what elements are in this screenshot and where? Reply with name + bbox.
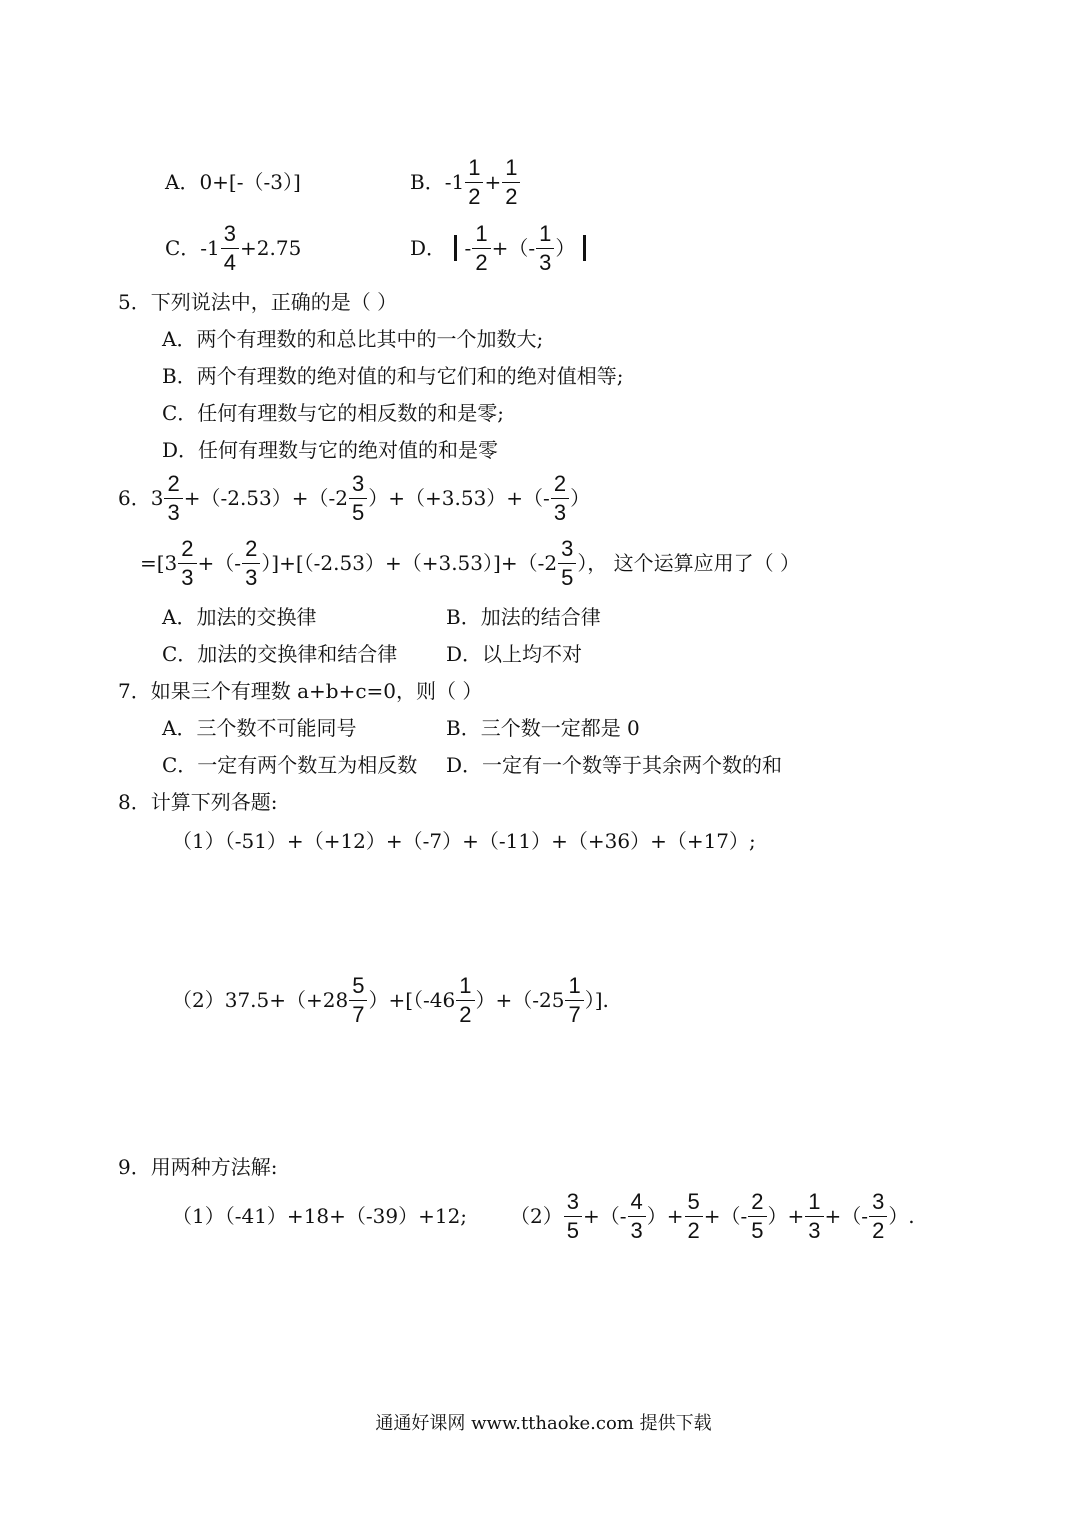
operator: ）+ [646, 1204, 684, 1228]
fraction [565, 974, 583, 1025]
q6-option-c-text: C．加法的交换律和结合律 [162, 642, 398, 666]
numerator: 1 [465, 156, 483, 182]
absolute-value-bar-left [454, 235, 457, 261]
fraction [869, 1190, 887, 1241]
fraction [685, 1190, 703, 1241]
denominator: 3 [245, 564, 258, 590]
q5-option-b [162, 359, 623, 393]
operator: +（- [703, 1204, 748, 1228]
denominator: 5 [566, 1217, 579, 1243]
fraction [472, 222, 490, 273]
q6-option-d [446, 637, 582, 671]
q7-option-a-text: A．三个数不可能同号 [162, 716, 357, 740]
q8-stem-text: 8．计算下列各题: [118, 790, 278, 814]
denominator: 3 [808, 1217, 821, 1243]
q7-stem-text: 7．如果三个有理数 a+b+c=0，则（ ） [118, 679, 483, 703]
fraction [502, 156, 520, 207]
numerator: 2 [178, 537, 196, 563]
denominator: 5 [751, 1217, 764, 1243]
footer-text: 通通好课网 www.tthaoke.com 提供下载 [375, 1413, 712, 1434]
q8-sub-1-text: （1）（-51）+（+12）+（-7）+（-11）+（+36）+（+17）; [172, 829, 756, 853]
q6-part: ） [570, 486, 591, 510]
fraction [178, 537, 196, 588]
q7-option-b [446, 711, 640, 745]
numerator: 3 [558, 537, 576, 563]
fraction [242, 537, 260, 588]
numerator: 1 [805, 1190, 823, 1216]
fraction [628, 1190, 646, 1241]
denominator: 3 [553, 499, 567, 525]
q6-part: ）， 这个运算应用了（ ） [577, 551, 801, 575]
page-footer [0, 1409, 1087, 1435]
q4-option-d-prefix: D． [410, 236, 447, 260]
numerator: 2 [748, 1190, 766, 1216]
q9-sub-1-text: （1）（-41）+18+（-39）+12; [172, 1204, 468, 1228]
q9-stem [118, 1150, 277, 1184]
fraction [456, 974, 474, 1025]
q8-sub-1 [172, 824, 756, 858]
q6-part: ）]+[（-2.53）+（+3.53）]+（-2 [261, 551, 558, 575]
q5-option-c [162, 396, 504, 430]
numerator: 3 [564, 1190, 582, 1216]
denominator: 2 [505, 183, 518, 209]
q9-sub-2 [510, 1186, 915, 1246]
denominator: 3 [539, 249, 552, 275]
fraction [164, 472, 182, 523]
denominator: 3 [630, 1217, 643, 1243]
q7-option-b-text: B．三个数一定都是 0 [446, 716, 640, 740]
fraction [349, 974, 367, 1025]
q5-option-a [162, 322, 543, 356]
numerator: 1 [502, 156, 520, 182]
numerator: 3 [221, 222, 239, 248]
q6-line-2 [140, 533, 800, 593]
numerator: 5 [685, 1190, 703, 1216]
q5-stem [118, 285, 397, 319]
denominator: 7 [352, 1001, 365, 1027]
q9-stem-text: 9．用两种方法解: [118, 1155, 278, 1179]
q5-stem-text: 5．下列说法中，正确的是（ ） [118, 290, 398, 314]
q6-part: +（-2.53）+（-2 [183, 486, 348, 510]
denominator: 2 [687, 1217, 700, 1243]
q6-line-1 [118, 468, 590, 528]
operator: +（- [824, 1204, 869, 1228]
q6-option-b [446, 600, 601, 634]
q6-option-a-text: A．加法的交换律 [162, 605, 317, 629]
q9-sub-1 [172, 1186, 467, 1246]
denominator: 3 [181, 564, 194, 590]
numerator: 1 [456, 974, 474, 1000]
q6-part: =[3 [140, 551, 178, 575]
fraction [558, 537, 576, 588]
q7-option-a [162, 711, 356, 745]
q4-option-c [165, 218, 301, 278]
q8-part: （2）37.5+（+28 [172, 988, 349, 1012]
q4-option-c-suffix: +2.75 [240, 236, 302, 260]
fraction [551, 472, 569, 523]
q4-option-a [165, 152, 301, 212]
numerator: 1 [536, 222, 554, 248]
fraction [805, 1190, 823, 1241]
denominator: 5 [352, 499, 365, 525]
numerator: 2 [551, 472, 569, 498]
operator: +（- [582, 1204, 627, 1228]
fraction [748, 1190, 766, 1241]
denominator: 4 [223, 249, 237, 275]
q6-part: ）+（+3.53）+（- [368, 486, 550, 510]
q4-option-d [410, 218, 594, 278]
q8-part: ）+（-25 [475, 988, 565, 1012]
q4-option-b [410, 152, 521, 212]
numerator: 1 [565, 974, 583, 1000]
numerator: 2 [164, 472, 182, 498]
numerator: 4 [628, 1190, 646, 1216]
q5-option-d [162, 433, 498, 467]
denominator: 3 [167, 499, 180, 525]
q6-option-a [162, 600, 316, 634]
fraction [465, 156, 483, 207]
denominator: 2 [468, 183, 481, 209]
q6-part: +（- [197, 551, 242, 575]
q8-stem [118, 785, 277, 819]
q7-option-d-text: D．一定有一个数等于其余两个数的和 [446, 753, 783, 777]
numerator: 3 [869, 1190, 887, 1216]
denominator: 2 [475, 249, 488, 275]
absolute-value-bar-right [583, 235, 586, 261]
q4-option-d-close: ） [555, 236, 576, 260]
denominator: 2 [459, 1001, 472, 1027]
numerator: 2 [242, 537, 260, 563]
denominator: 5 [561, 564, 574, 590]
q9-sub-2-label: （2） [510, 1204, 563, 1228]
q5-option-a-text: A．两个有理数的和总比其中的一个加数大; [162, 327, 544, 351]
plus-sign: + [484, 170, 502, 194]
q6-option-d-text: D．以上均不对 [446, 642, 583, 666]
q4-option-c-prefix: C．-1 [165, 236, 220, 260]
operator: ）. [888, 1204, 915, 1228]
q7-option-d [446, 748, 782, 782]
numerator: 1 [472, 222, 490, 248]
q8-sub-2 [172, 970, 609, 1030]
q8-part: ）+[（-46 [368, 988, 456, 1012]
numerator: 3 [349, 472, 367, 498]
q4-option-a-text: A．0+[-（-3）] [165, 170, 301, 194]
fraction [221, 222, 239, 273]
q6-option-b-text: B．加法的结合律 [446, 605, 601, 629]
denominator: 2 [872, 1217, 885, 1243]
q5-option-d-text: D．任何有理数与它的绝对值的和是零 [162, 438, 499, 462]
denominator: 7 [568, 1001, 581, 1027]
q5-option-c-text: C．任何有理数与它的相反数的和是零; [162, 401, 505, 425]
q8-part: ）]. [584, 988, 609, 1012]
q6-option-c [162, 637, 397, 671]
q6-part: 6．3 [118, 486, 164, 510]
q7-option-c-text: C．一定有两个数互为相反数 [162, 753, 418, 777]
fraction [349, 472, 367, 523]
operator: ）+ [767, 1204, 805, 1228]
fraction [536, 222, 554, 273]
minus-sign: - [464, 236, 472, 260]
q7-option-c [162, 748, 417, 782]
q4-option-b-prefix: B．-1 [410, 170, 465, 194]
q5-option-b-text: B．两个有理数的绝对值的和与它们和的绝对值相等; [162, 364, 624, 388]
q4-option-d-middle: +（- [491, 236, 536, 260]
numerator: 5 [349, 974, 367, 1000]
fraction [564, 1190, 582, 1241]
q7-stem [118, 674, 482, 708]
